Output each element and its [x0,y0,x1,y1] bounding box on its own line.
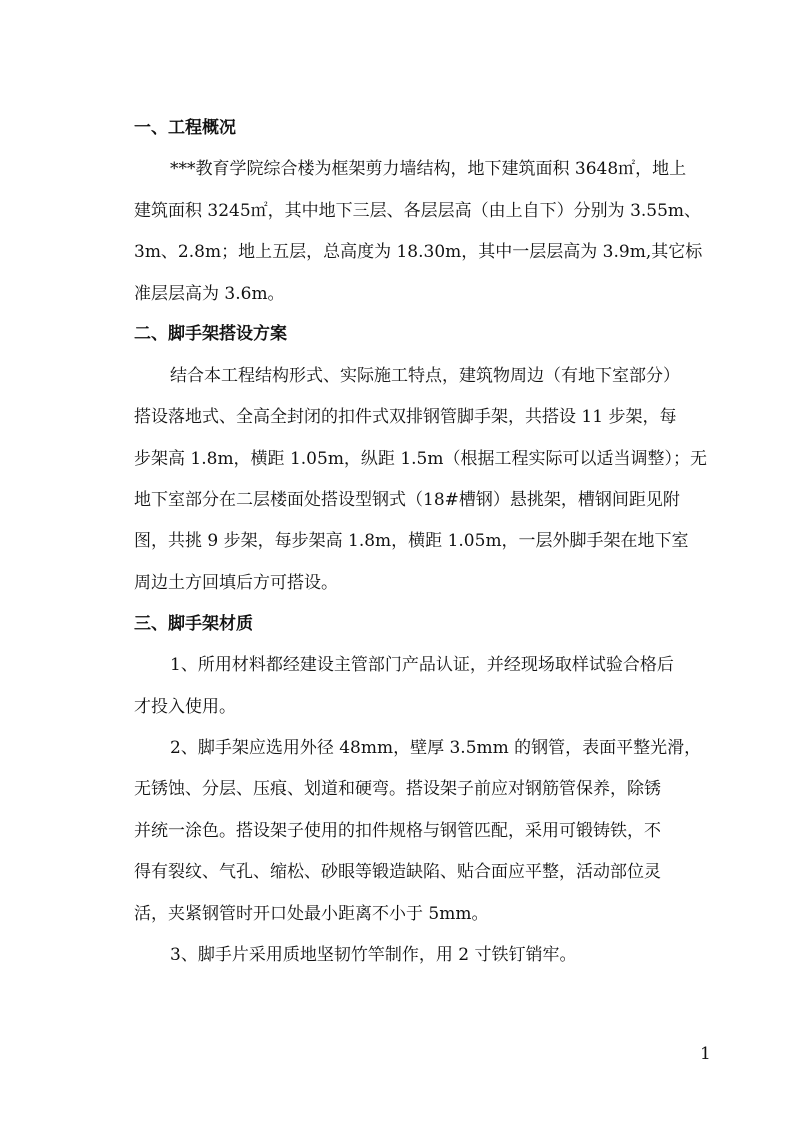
section-heading-overview: 一、工程概况 [134,118,236,138]
paragraph-line: 2、脚手架应选用外径 48mm，壁厚 3.5mm 的钢管，表面平整光滑， [170,738,702,758]
section-heading-materials: 三、脚手架材质 [134,614,253,634]
paragraph-line: 结合本工程结构形式、实际施工特点，建筑物周边（有地下室部分） [170,366,680,386]
paragraph-line: 准层层高为 3.6m。 [134,284,285,304]
paragraph-line: 并统一涂色。搭设架子使用的扣件规格与钢管匹配，采用可锻铸铁，不 [134,821,661,841]
paragraph-line: 3m、2.8m；地上五层，总高度为 18.30m，其中一层层高为 3.9m,其它标 [134,242,703,262]
paragraph-line: 步架高 1.8m，横距 1.05m，纵距 1.5m（根据工程实际可以适当调整）；无 [134,449,707,469]
page-number: 1 [700,1044,711,1064]
paragraph-line: 图，共挑 9 步架，每步架高 1.8m，横距 1.05m，一层外脚手架在地下室 [134,531,689,551]
paragraph-line: 周边土方回填后方可搭设。 [134,573,338,593]
paragraph-line: ***教育学院综合楼为框架剪力墙结构，地下建筑面积 3648㎡，地上 [170,159,687,179]
paragraph-line: 地下室部分在二层楼面处搭设型钢式（18#槽钢）悬挑架，槽钢间距见附 [134,490,680,510]
paragraph-line: 无锈蚀、分层、压痕、划道和硬弯。搭设架子前应对钢筋管保养，除锈 [134,779,661,799]
paragraph-line: 3、脚手片采用质地坚韧竹竿制作，用 2 寸铁钉销牢。 [170,945,577,965]
paragraph-line: 活，夹紧钢管时开口处最小距离不小于 5mm。 [134,904,489,924]
paragraph-line: 搭设落地式、全高全封闭的扣件式双排钢管脚手架，共搭设 11 步架，每 [134,407,677,427]
paragraph-line: 1、所用材料都经建设主管部门产品认证，并经现场取样试验合格后 [170,655,674,675]
paragraph-line: 建筑面积 3245㎡，其中地下三层、各层层高（由上自下）分别为 3.55m、 [134,201,702,221]
paragraph-line: 得有裂纹、气孔、缩松、砂眼等锻造缺陷、贴合面应平整，活动部位灵 [134,862,661,882]
paragraph-line: 才投入使用。 [134,697,236,717]
section-heading-scaffold-plan: 二、脚手架搭设方案 [134,324,287,344]
